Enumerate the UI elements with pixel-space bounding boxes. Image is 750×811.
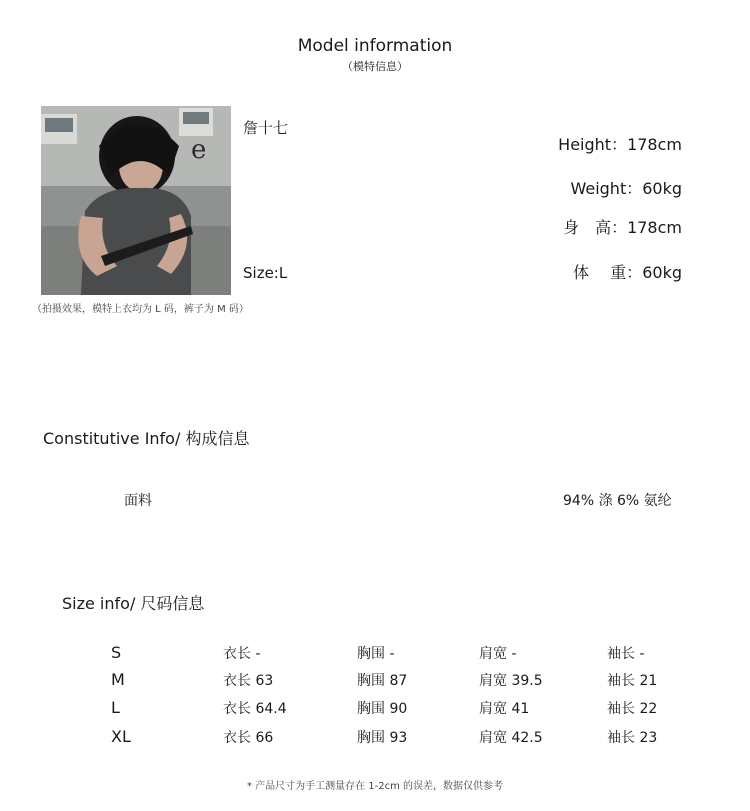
fabric-label: 面料 [124, 493, 152, 509]
model-photo [41, 106, 231, 295]
size-info-heading: Size info/ 尺码信息 [62, 594, 205, 613]
model-name: 詹十七 [243, 119, 289, 137]
chest-cell: 胸围 90 [357, 701, 408, 717]
sleeve-cell: 袖长 22 [607, 701, 658, 717]
sleeve-cell: 袖长 21 [607, 673, 658, 689]
measurement-footnote: * 产品尺寸为手工测量存在 1-2cm 的误差，数据仅供参考 [246, 781, 504, 792]
model-height-en: Height：178cm [558, 135, 682, 154]
composition-heading: Constitutive Info/ 构成信息 [43, 429, 250, 448]
svg-text:e: e [191, 135, 207, 165]
length-cell: 衣长 64.4 [223, 701, 287, 717]
length-cell: 衣长 - [223, 646, 261, 662]
model-weight-cn: 体 重：60kg [573, 263, 682, 282]
model-height-cn: 身 高：178cm [563, 218, 682, 237]
shoulder-cell: 肩宽 39.5 [479, 673, 543, 689]
model-weight-en: Weight：60kg [570, 179, 682, 198]
size-cell: L [111, 698, 120, 717]
fabric-value: 94% 涤 6% 氨纶 [563, 493, 672, 509]
page-title: Model information [297, 36, 453, 56]
shoulder-cell: 肩宽 42.5 [479, 730, 543, 746]
chest-cell: 胸围 - [357, 646, 395, 662]
page-subtitle: （模特信息） [342, 60, 408, 73]
length-cell: 衣长 63 [223, 673, 274, 689]
shoulder-cell: 肩宽 41 [479, 701, 530, 717]
sleeve-cell: 袖长 23 [607, 730, 658, 746]
shoulder-cell: 肩宽 - [479, 646, 517, 662]
model-size: Size:L [243, 264, 288, 282]
chest-cell: 胸围 87 [357, 673, 408, 689]
size-cell: XL [111, 727, 131, 746]
size-cell: M [111, 670, 125, 689]
photo-note: （拍摄效果，模特上衣均为 L 码，裤子为 M 码） [32, 304, 249, 315]
chest-cell: 胸围 93 [357, 730, 408, 746]
sleeve-cell: 袖长 - [607, 646, 645, 662]
size-cell: S [111, 643, 122, 662]
length-cell: 衣长 66 [223, 730, 274, 746]
